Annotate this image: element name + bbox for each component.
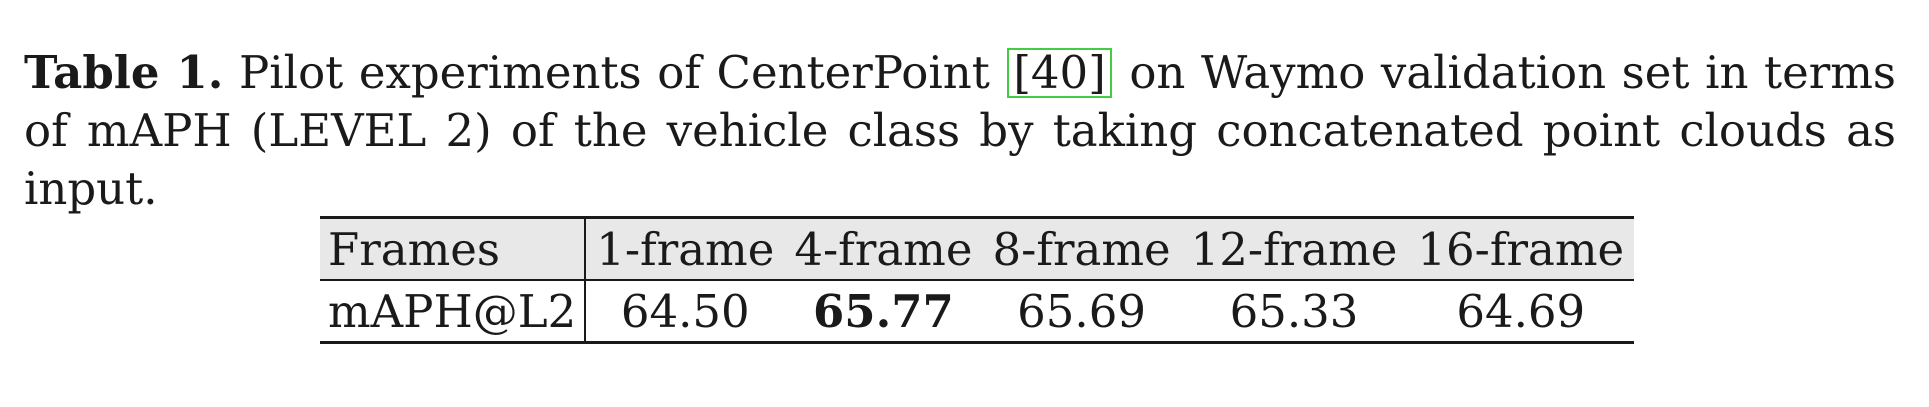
header-row-label: Frames: [320, 218, 585, 281]
table-header-row: [320, 218, 1634, 281]
header-col-8-frame: 8-frame: [982, 218, 1180, 281]
row-label-maph: mAPH@L2: [320, 280, 585, 343]
results-table: [320, 216, 1634, 344]
cell-4-frame-best: 65.77: [812, 284, 954, 338]
cell-16-frame: 64.69: [1456, 284, 1586, 338]
header-col-4-frame: 4-frame: [784, 218, 982, 281]
caption-label: Table 1.: [24, 46, 224, 99]
citation-link[interactable]: [40]: [1007, 48, 1111, 98]
cell-12-frame: 65.33: [1229, 284, 1359, 338]
header-col-16-frame: 16-frame: [1407, 218, 1634, 281]
header-col-12-frame: 12-frame: [1181, 218, 1408, 281]
cell-1-frame: 64.50: [620, 284, 750, 338]
table-caption: [24, 44, 1896, 218]
caption-text-before-cite: Pilot experiments of CenterPoint: [239, 46, 990, 99]
cell-8-frame: 65.69: [1017, 284, 1146, 338]
results-table-container: [320, 216, 1634, 344]
caption-text-after-cite: on Waymo validation set in terms of mAPH (LEVEL 2) of the vehicle class by taking concatenated point clouds as input.: [24, 46, 1896, 215]
table-row: [320, 280, 1634, 343]
header-col-1-frame: 1-frame: [585, 218, 784, 281]
